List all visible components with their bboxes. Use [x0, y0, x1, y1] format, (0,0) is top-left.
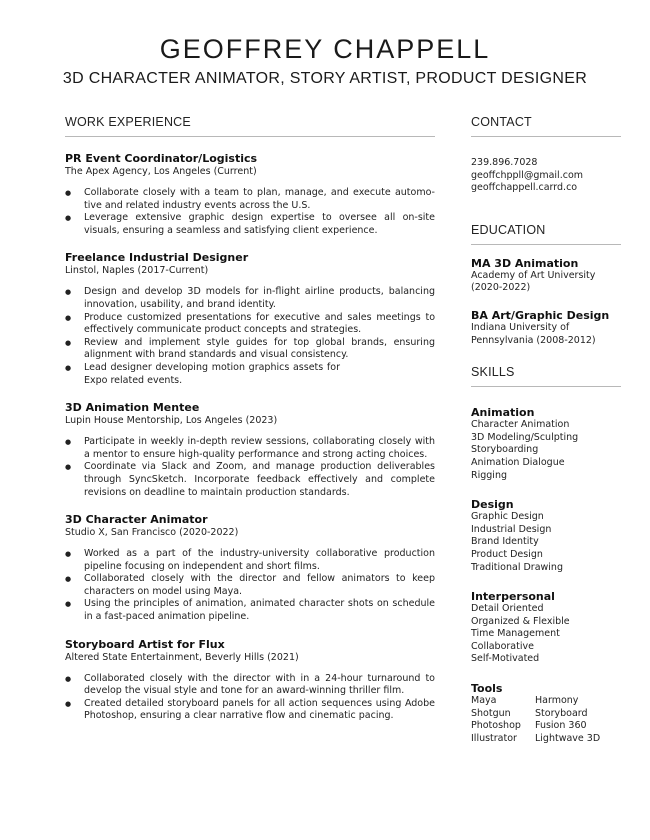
sidebar-column [471, 115, 621, 745]
skill-group-animation [471, 406, 621, 482]
job-bullet: ● Created detailed storyboard panels for all action sequences using Adobe Photoshop, ensuring a clear narrative flow and cinematic pacing. [65, 698, 435, 723]
job-bullet: ● Collaborated closely with the director with in a 24-hour turnaround to develop the visual style and tone for an award-winning thriller film. [65, 673, 435, 698]
skills-heading: SKILLS [471, 365, 621, 387]
candidate-name: GEOFFREY CHAPPELL [159, 34, 491, 64]
job-title: 3D Character Animator [65, 513, 208, 527]
tool-item: Maya [471, 695, 497, 707]
skill-group-tools [471, 682, 621, 745]
skill-item: Self-Motivated [471, 653, 540, 665]
job-title: 3D Animation Mentee [65, 401, 200, 415]
contact-heading: CONTACT [471, 115, 621, 137]
job-organization: The Apex Agency, Los Angeles (Current) [65, 166, 257, 177]
job-bullet: ● Design and develop 3D models for in-flight airline products, balancing innovation, usability, and brand identity. [65, 286, 435, 311]
job-bullets [65, 286, 435, 387]
job-bullet: ● Leverage extensive graphic design expertise to oversee all on-site visuals, ensuring a seamless and satisfying client experience. [65, 212, 435, 237]
job-entry [65, 513, 435, 624]
job-organization: Studio X, San Francisco (2020-2022) [65, 527, 239, 539]
skill-group-interpersonal [471, 590, 621, 666]
job-entry [65, 638, 435, 723]
tool-item: Storyboard [535, 707, 588, 719]
education-years: (2020-2022) [471, 282, 531, 294]
skill-group-title: Design [471, 498, 514, 512]
job-bullet: ● Worked as a part of the industry-university collaborative production pipeline focusing on independent and short films. [65, 548, 435, 573]
skill-item: Brand Identity [471, 536, 539, 548]
skill-item: Rigging [471, 469, 507, 481]
skill-item: Detail Oriented [471, 603, 544, 615]
job-organization: Linstol, Naples (2017-Current) [65, 265, 209, 277]
job-entry [65, 401, 435, 499]
skill-item: 3D Modeling/Sculpting [471, 431, 579, 443]
job-title: PR Event Coordinator/Logistics [65, 152, 258, 165]
job-entry [65, 152, 435, 237]
work-experience-column [65, 115, 435, 723]
job-bullet: ● Collaborate closely with a team to plan, manage, and execute automo-tive and related industry events across the U.S. [65, 187, 435, 212]
education-entry [471, 309, 621, 347]
skill-item: Industrial Design [471, 523, 552, 535]
contact-website[interactable]: geoffchappell.carrd.co [471, 182, 578, 194]
job-bullets [65, 187, 435, 237]
skill-group-title: Interpersonal [471, 590, 555, 604]
skill-item: Storyboarding [471, 444, 539, 456]
skill-group-design [471, 498, 621, 574]
job-bullet: ● Produce customized presentations for executive and sales meetings to effectively communicate product concepts and strategies. [65, 312, 435, 337]
skill-group-title: Animation [471, 406, 535, 420]
job-bullet: ● Review and implement style guides for top global brands, ensuring alignment with brand standards and visual consistency. [65, 337, 435, 362]
job-entry [65, 251, 435, 387]
skill-item: Time Management [471, 628, 560, 640]
skill-item: Product Design [471, 548, 543, 560]
job-organization: Altered State Entertainment, Beverly Hills (2021) [65, 651, 299, 663]
tool-item: Harmony [535, 695, 579, 707]
tool-item: Lightwave 3D [535, 732, 601, 744]
skill-item: Character Animation [471, 419, 570, 431]
skill-item: Collaborative [471, 640, 534, 652]
skill-item: Animation Dialogue [471, 456, 565, 468]
tool-item: Fusion 360 [535, 720, 587, 732]
education-degree: MA 3D Animation [471, 256, 579, 270]
contact-phone[interactable]: 239.896.7028 [471, 157, 538, 168]
contact-email[interactable]: geoffchppll@gmail.com [471, 169, 584, 181]
tool-item: Photoshop [471, 720, 521, 732]
contact-info [471, 157, 621, 195]
tools-grid [471, 695, 621, 745]
job-bullets [65, 436, 435, 499]
education-years: Pennsylvania (2008-2012) [471, 334, 596, 346]
job-title: Freelance Industrial Designer [65, 251, 249, 265]
tool-item: Shotgun [471, 707, 511, 719]
job-bullets [65, 673, 435, 723]
job-bullet: ● Participate in weekly in-depth review sessions, collaborating closely with a mentor to ensure high-quality performance and strong acting choices. [65, 436, 435, 461]
job-bullet: ● Collaborated closely with the director and fellow animators to keep characters on model using Maya. [65, 573, 435, 598]
skill-item: Traditional Drawing [471, 561, 563, 573]
education-school: Academy of Art University [471, 269, 596, 281]
candidate-title: 3D CHARACTER ANIMATOR, STORY ARTIST, PRODUCT DESIGNER [62, 70, 588, 87]
job-bullet: ● Using the principles of animation, animated character shots on schedule in a fast-paced animation pipeline. [65, 598, 435, 623]
skill-item: Organized & Flexible [471, 615, 570, 627]
education-entry [471, 257, 621, 295]
job-bullets [65, 548, 435, 624]
skill-item: Graphic Design [471, 511, 544, 523]
job-bullet: ● Lead designer developing motion graphics assets for Expo related events. [65, 362, 435, 387]
education-heading: EDUCATION [471, 223, 621, 245]
tool-item: Illustrator [471, 732, 517, 744]
job-organization: Lupin House Mentorship, Los Angeles (2023) [65, 415, 278, 427]
education-school: Indiana University of [471, 321, 570, 333]
skill-group-title: Tools [471, 682, 503, 696]
work-experience-heading: WORK EXPERIENCE [65, 115, 435, 137]
job-bullet: ● Coordinate via Slack and Zoom, and manage production deliverables through SyncSketch. Incorporate feedback effectively and complete revisions on deadline to maintain production standards. [65, 461, 435, 499]
education-degree: BA Art/Graphic Design [471, 308, 610, 322]
job-title: Storyboard Artist for Flux [65, 637, 225, 651]
